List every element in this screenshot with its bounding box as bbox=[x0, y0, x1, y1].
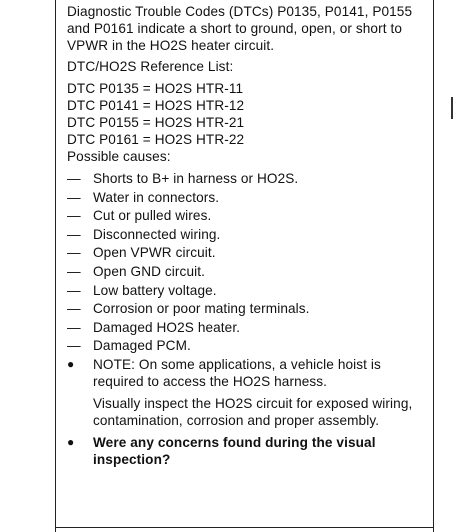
question-item bbox=[67, 434, 427, 468]
table-bottom-border bbox=[55, 527, 434, 528]
intro-paragraph: Diagnostic Trouble Codes (DTCs) P0135, P0141, P0155 and P0161 indicate a short to ground, open, or short to VPWR in the HO2S heater circuit. bbox=[67, 4, 413, 53]
cause-item bbox=[67, 189, 427, 206]
causes-list bbox=[67, 170, 427, 354]
bullet-icon: ● bbox=[67, 356, 75, 371]
dash-marker: — bbox=[67, 245, 81, 261]
cause-item bbox=[67, 337, 427, 354]
reference-line: DTC P0141 = HO2S HTR-12 bbox=[67, 98, 245, 113]
cause-text: Corrosion or poor mating terminals. bbox=[93, 301, 310, 317]
dash-marker: — bbox=[67, 301, 81, 317]
cause-text: Damaged HO2S heater. bbox=[93, 319, 241, 335]
cause-item bbox=[67, 319, 427, 336]
reference-list bbox=[67, 80, 427, 148]
reference-line: DTC P0135 = HO2S HTR-11 bbox=[67, 81, 244, 96]
dash-marker: — bbox=[67, 319, 81, 335]
cause-text: Water in connectors. bbox=[93, 189, 220, 205]
reference-line: DTC P0161 = HO2S HTR-22 bbox=[67, 132, 245, 147]
dash-marker: — bbox=[67, 189, 81, 205]
cause-item bbox=[67, 170, 427, 187]
inspect-paragraph: Visually inspect the HO2S circuit for exposed wiring, contamination, corrosion and proper assembly. bbox=[93, 395, 413, 428]
dash-marker: — bbox=[67, 226, 81, 242]
reference-line: DTC P0155 = HO2S HTR-21 bbox=[67, 115, 245, 130]
cause-text: Low battery voltage. bbox=[93, 282, 217, 298]
dash-marker: — bbox=[67, 282, 81, 298]
cause-text: Damaged PCM. bbox=[93, 338, 191, 354]
cause-text: Open VPWR circuit. bbox=[93, 245, 216, 261]
dash-marker: — bbox=[67, 338, 81, 354]
dash-marker: — bbox=[67, 208, 81, 224]
bullet-icon: ● bbox=[67, 434, 75, 449]
cause-text: Disconnected wiring. bbox=[93, 226, 221, 242]
note-item bbox=[67, 356, 427, 390]
cause-text: Cut or pulled wires. bbox=[93, 208, 212, 224]
reference-heading: DTC/HO2S Reference List: bbox=[67, 59, 234, 74]
causes-heading: Possible causes: bbox=[67, 149, 171, 164]
question-text: Were any concerns found during the visual inspection? bbox=[93, 434, 376, 467]
note-text: NOTE: On some applications, a vehicle hoist is required to access the HO2S harness. bbox=[93, 356, 381, 389]
cause-item bbox=[67, 300, 427, 317]
table-right-border bbox=[433, 0, 434, 532]
cause-item bbox=[67, 263, 427, 280]
dash-marker: — bbox=[67, 171, 81, 186]
test-step-content bbox=[67, 3, 427, 468]
cause-item bbox=[67, 207, 427, 224]
cause-item bbox=[67, 282, 427, 299]
dash-marker: — bbox=[67, 263, 81, 279]
cause-text: Open GND circuit. bbox=[93, 263, 205, 279]
cause-item bbox=[67, 244, 427, 261]
table-left-border bbox=[55, 0, 56, 532]
cause-text: Shorts to B+ in harness or HO2S. bbox=[93, 171, 299, 186]
cause-item bbox=[67, 226, 427, 243]
margin-mark bbox=[451, 97, 453, 119]
